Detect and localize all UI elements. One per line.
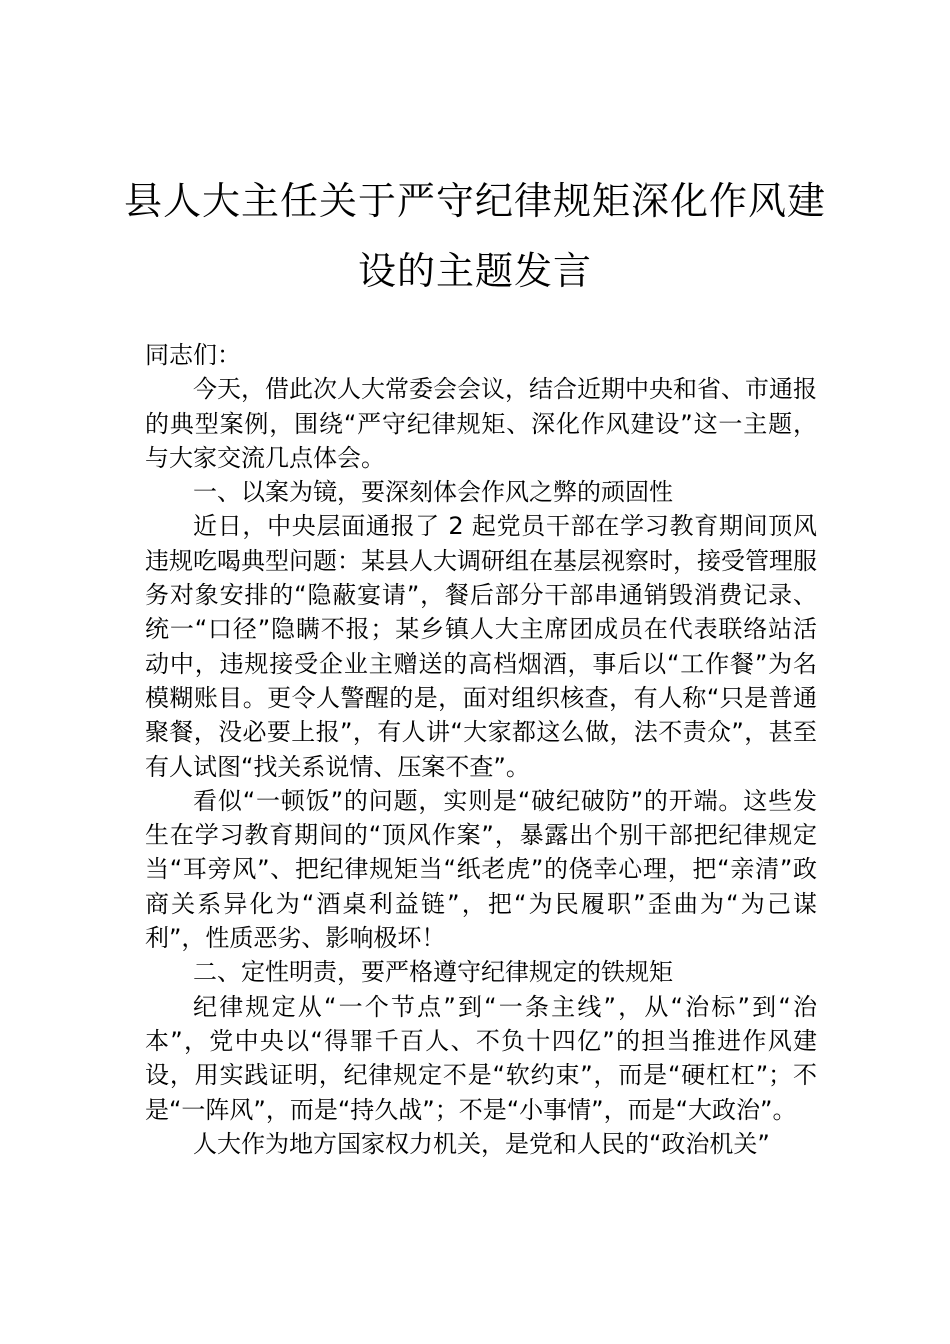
- section-heading-1: 一、以案为镜，要深刻体会作风之弊的顽固性: [193, 478, 673, 507]
- document-title-line-1: 县人大主任关于严守纪律规矩深化作风建: [123, 179, 826, 223]
- paragraph-intro: 今天，借此次人大常委会会议，结合近期中央和省、市通报的典型案例，围绕“严守纪律规矩、深化作风建设”这一主题，与大家交流几点体会。: [145, 375, 817, 472]
- paragraph-people-congress: 人大作为地方国家权力机关，是党和人民的“政治机关”: [193, 1129, 770, 1158]
- section-heading-2: 二、定性明责，要严格遵守纪律规定的铁规矩: [193, 958, 673, 987]
- document-body: [145, 338, 817, 1161]
- document-title-line-2: 设的主题发言: [357, 249, 592, 293]
- paragraph-discipline: 纪律规定从“一个节点”到“一条主线”，从“治标”到“治本”，党中央以“得罪千百人、不负十四亿”的担当推进作风建设，用实践证明，纪律规定不是“软约束”，而是“硬杠杠”；不是“一阵风”，而是“持久战”；不是“小事情”，而是“大政治”。: [145, 992, 817, 1124]
- paragraph-analysis: 看似“一顿饭”的问题，实则是“破纪破防”的开端。这些发生在学习教育期间的“顶风作案”，暴露出个别干部把纪律规定当“耳旁风”、把纪律规矩当“纸老虎”的侥幸心理，把“亲清”政商关系异化为“酒桌利益链”，把“为民履职”歪曲为“为己谋利”，性质恶劣、影响极坏！: [145, 786, 817, 953]
- salutation: 同志们：: [145, 341, 241, 369]
- paragraph-cases: 近日，中央层面通报了 2 起党员干部在学习教育期间顶风违规吃喝典型问题：某县人大调研组在基层视察时，接受管理服务对象安排的“隐蔽宴请”，餐后部分干部串通销毁消费记录、统一“口径”隐瞒不报；某乡镇人大主席团成员在代表联络站活动中，违规接受企业主赠送的高档烟酒，事后以“工作餐”为名模糊账目。更令人警醒的是，面对组织核查，有人称“只是普通聚餐，没必要上报”，有人讲“大家都这么做，法不责众”，甚至有人试图“找关系说情、压案不查”。: [145, 512, 817, 781]
